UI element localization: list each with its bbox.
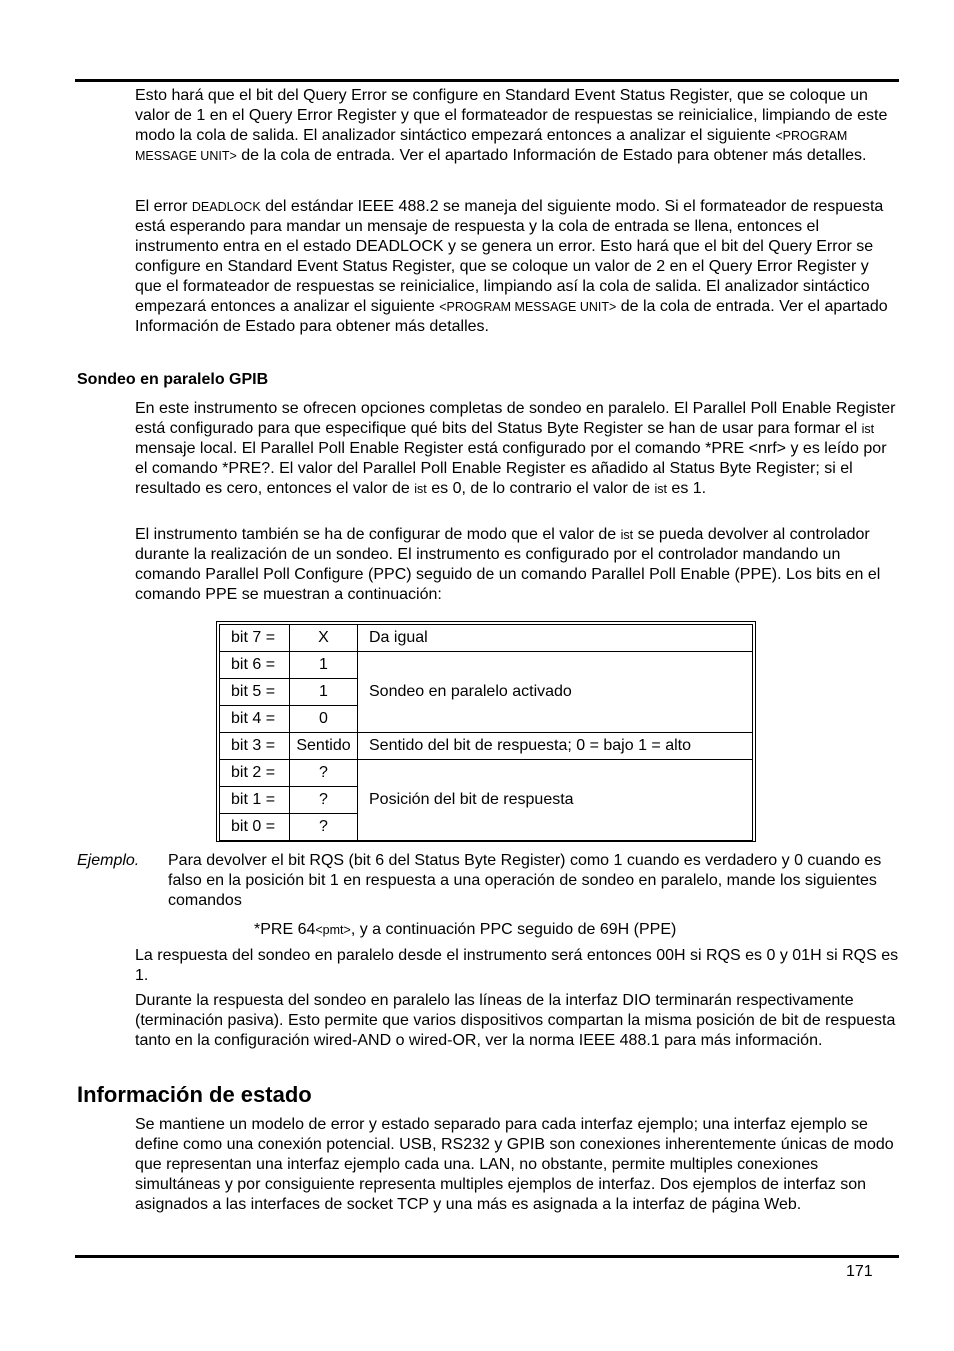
ppe-bits-table [216, 621, 756, 842]
page-number: 171 [846, 1263, 873, 1280]
paragraph-status-model: Se mantiene un modelo de error y estado separado para cada interfaz ejemplo; una interfaz ejemplo se define como una conexión potencial. USB, RS232 y GPIB son conexiones inherentemente únicas de modo que representan una interfaz ejemplo cada una. LAN, no obstante, permite multiples conexiones simultáneas y por consiguiente representa multiples ejemplos de interfaz. Dos ejemplos de interfaz son asignados a las interfaces de socket TCP y una más es asignada a la interfaz de página Web. [135, 1116, 894, 1213]
bit-value: ? [290, 787, 358, 814]
example-text: Para devolver el bit RQS (bit 6 del Status Byte Register) como 1 cuando es verdadero y 0 cuando es falso en la posición bit 1 en respuesta a una operación de sondeo en paralelo, mande los siguientes comandos [168, 852, 882, 909]
bit-description: Da igual [358, 625, 753, 652]
bit-value: X [290, 625, 358, 652]
bit-label: bit 5 = [220, 679, 290, 706]
table-row [220, 652, 753, 679]
table-row [220, 733, 753, 760]
heading-informacion-estado: Información de estado [77, 1082, 312, 1107]
paragraph-parallel-poll: En este instrumento se ofrecen opciones completas de sondeo en paralelo. El Parallel Poll Enable Register está configurado para que especifique qué bits del Status Byte Register se han de usar para formar el ist mensaje local. El Parallel Poll Enable Register está configurado por el comando *PRE <nrf> y es leído por el comando *PRE?. El valor del Parallel Poll Enable Register es añadido al Status Byte Register; si el resultado es cero, entonces el valor de ist es 0, de lo contrario el valor de ist es 1. [135, 400, 896, 497]
bit-value: ? [290, 760, 358, 787]
bit-label: bit 6 = [220, 652, 290, 679]
heading-sondeo-gpib: Sondeo en paralelo GPIB [77, 371, 269, 388]
example-command: *PRE 64<pmt>, y a continuación PPC seguido de 69H (PPE) [254, 921, 677, 938]
table-row [220, 760, 753, 787]
bit-label: bit 0 = [220, 814, 290, 841]
paragraph-ppc-ppe: El instrumento también se ha de configurar de modo que el valor de ist se pueda devolver al controlador durante la realización de un sondeo. El instrumento es configurado por el controlador mandando un comando Parallel Poll Configure (PPC) seguido de un comando Parallel Poll Enable (PPE). Los bits en el comando PPE se muestran a continuación: [135, 526, 881, 603]
bottom-rule [75, 1255, 899, 1258]
bit-value: 1 [290, 652, 358, 679]
bit-value: 0 [290, 706, 358, 733]
table-row [220, 625, 753, 652]
bit-label: bit 4 = [220, 706, 290, 733]
bit-description: Sentido del bit de respuesta; 0 = bajo 1 = alto [358, 733, 753, 760]
bit-label: bit 2 = [220, 760, 290, 787]
paragraph-dio-lines: Durante la respuesta del sondeo en paralelo las líneas de la interfaz DIO terminarán respectivamente (terminación pasiva). Esto permite que varios dispositivos compartan la misma posición de bit de respuesta tanto en la configuración wired-AND o wired-OR, ver la norma IEEE 488.1 para más información. [135, 992, 896, 1049]
bit-label: bit 1 = [220, 787, 290, 814]
bit-value: 1 [290, 679, 358, 706]
bit-label: bit 3 = [220, 733, 290, 760]
paragraph-poll-response: La respuesta del sondeo en paralelo desde el instrumento será entonces 00H si RQS es 0 y 01H si RQS es 1. [135, 947, 899, 984]
paragraph-deadlock: El error DEADLOCK del estándar IEEE 488.2 se maneja del siguiente modo. Si el formateador de respuesta está esperando para mandar un mensaje de respuesta y la cola de entrada se llena, entonces el instrumento entra en el estado DEADLOCK y se genera un error. Esto hará que el bit del Query Error se configure en Standard Event Status Register, que se coloque un valor de 2 en el Query Error Register y que el formateador de respuestas se reinicialice, limpiando así la cola de salida. El analizador sintáctico empezará entonces a analizar el siguiente <PROGRAM MESSAGE UNIT> de la cola de entrada. Ver el apartado Información de Estado para obtener más detalles. [135, 198, 888, 335]
bit-description: Posición del bit de respuesta [358, 760, 753, 841]
bit-value: Sentido [290, 733, 358, 760]
paragraph-query-error: Esto hará que el bit del Query Error se configure en Standard Event Status Register, que se coloque un valor de 1 en el Query Error Register y que el formateador de respuestas se reinicialice, limpiando de este modo la cola de salida. El analizador sintáctico empezará entonces a analizar el siguiente <PROGRAM MESSAGE UNIT> de la cola de entrada. Ver el apartado Información de Estado para obtener más detalles. [135, 87, 888, 164]
bit-label: bit 7 = [220, 625, 290, 652]
top-rule [75, 79, 899, 82]
bit-value: ? [290, 814, 358, 841]
example-label: Ejemplo. [77, 852, 140, 869]
bit-description: Sondeo en paralelo activado [358, 652, 753, 733]
